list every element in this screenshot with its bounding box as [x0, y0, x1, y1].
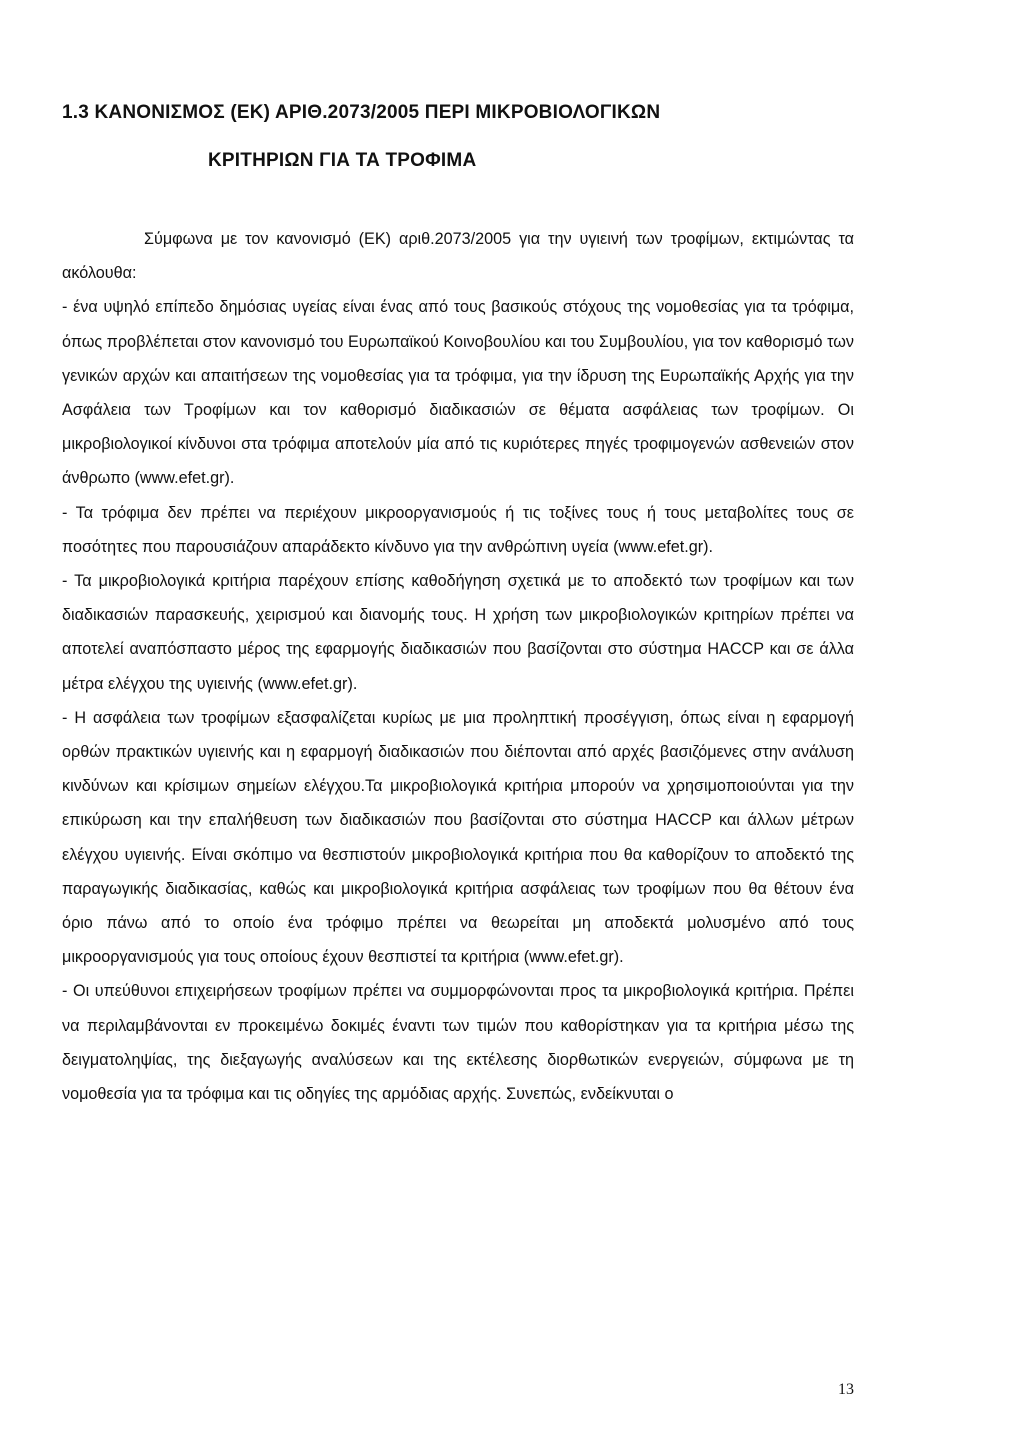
paragraph-public-health: - ένα υψηλό επίπεδο δημόσιας υγείας είναι ένας από τους βασικούς στόχους της νομοθεσίας για τα τρόφιμα, όπως προβλέπεται στον κανονισμό του Ευρωπαϊκού Κοινοβουλίου και του Συμβουλίου, για τον καθορισμό των γενικών αρχών και απαιτήσεων της νομοθεσίας για τα τρόφιμα, για την ίδρυση της Ευρωπαϊκής Αρχής για την Ασφάλεια των Τροφίμων και τον καθορισμό διαδικασιών σε θέματα ασφάλειας των τροφίμων. Οι μικροβιολογικοί κίνδυνοι στα τρόφιμα αποτελούν μία από τις κυριότερες πηγές τροφιμογενών ασθενειών στον άνθρωπο (www.efet.gr).: [62, 298, 854, 488]
paragraph-microorganisms: - Τα τρόφιμα δεν πρέπει να περιέχουν μικροοργανισμούς ή τις τοξίνες τους ή τους μεταβολίτες τους σε ποσότητες που παρουσιάζουν απαράδεκτο κίνδυνο για την ανθρώπινη υγεία (www.efet.gr).: [62, 503, 854, 556]
body-text: [62, 222, 854, 1111]
page-number: 13: [838, 1381, 854, 1398]
intro-paragraph: Σύμφωνα με τον κανονισμό (ΕΚ) αριθ.2073/2005 για την υγιεινή των τροφίμων, εκτιμώντας τα ακόλουθα:: [62, 230, 854, 283]
section-heading-line-2: ΚΡΙΤΗΡΙΩΝ ΓΙΑ ΤΑ ΤΡΟΦΙΜΑ: [208, 150, 477, 171]
section-heading-line-1: 1.3 ΚΑΝΟΝΙΣΜΟΣ (ΕΚ) ΑΡΙΘ.2073/2005 ΠΕΡΙ ΜΙΚΡΟΒΙΟΛΟΓΙΚΩΝ: [62, 102, 661, 123]
paragraph-food-safety: - Η ασφάλεια των τροφίμων εξασφαλίζεται κυρίως με μια προληπτική προσέγγιση, όπως είναι η εφαρμογή ορθών πρακτικών υγιεινής και η εφαρμογή διαδικασιών που διέπονται από αρχές βασιζόμενες στην ανάλυση κινδύνων και κρίσιμων σημείων ελέγχου.Τα μικροβιολογικά κριτήρια μπορούν να χρησιμοποιούνται για την επικύρωση και την επαλήθευση των διαδικασιών που βασίζονται στο σύστημα HACCP και άλλων μέτρων ελέγχου υγιεινής. Είναι σκόπιμο να θεσπιστούν μικροβιολογικά κριτήρια που θα καθορίζουν το αποδεκτό της παραγωγικής διαδικασίας, καθώς και μικροβιολογικά κριτήρια ασφάλειας των τροφίμων που θα θέτουν ένα όριο πάνω από το οποίο ένα τρόφιμο πρέπει να θεωρείται μη αποδεκτά μολυσμένο από τους μικροοργανισμούς για τους οποίους έχουν θεσπιστεί τα κριτήρια (www.efet.gr).: [62, 708, 854, 967]
paragraph-operators: - Οι υπεύθυνοι επιχειρήσεων τροφίμων πρέπει να συμμορφώνονται προς τα μικροβιολογικά κριτήρια. Πρέπει να περιλαμβάνονται εν προκειμένω δοκιμές έναντι των τιμών που καθορίστηκαν για τα κριτήρια μέσω της δειγματοληψίας, της διεξαγωγής αναλύσεων και της εκτέλεσης διορθωτικών ενεργειών, σύμφωνα με τη νομοθεσία για τα τρόφιμα και τις οδηγίες της αρμόδιας αρχής. Συνεπώς, ενδείκνυται ο: [62, 982, 854, 1104]
paragraph-criteria-guidance: - Τα μικροβιολογικά κριτήρια παρέχουν επίσης καθοδήγηση σχετικά με το αποδεκτό των τροφίμων και των διαδικασιών παρασκευής, χειρισμού και διανομής τους. Η χρήση των μικροβιολογικών κριτηρίων πρέπει να αποτελεί αναπόσπαστο μέρος της εφαρμογής διαδικασιών που βασίζονται στο σύστημα HACCP και σε άλλα μέτρα ελέγχου της υγιεινής (www.efet.gr).: [62, 572, 854, 693]
